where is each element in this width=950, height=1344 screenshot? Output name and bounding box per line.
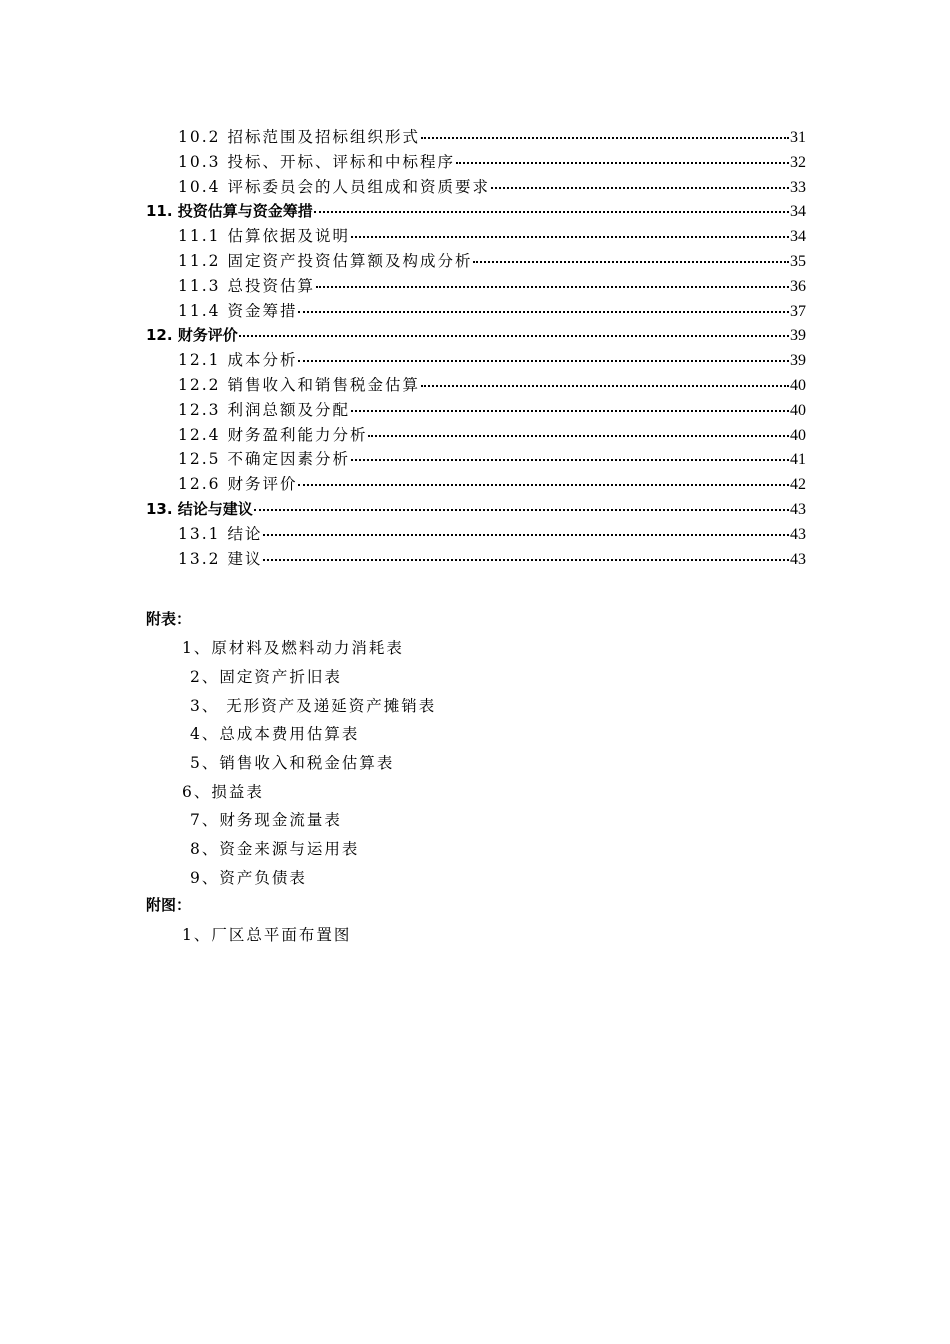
toc-leader-dots [316, 286, 789, 288]
toc-entry[interactable] [146, 472, 806, 497]
toc-entry[interactable] [146, 274, 806, 299]
toc-entry-title: 11.3 总投资估算 [178, 276, 315, 295]
toc-entry-page: 39 [790, 352, 806, 370]
toc-entry[interactable] [146, 522, 806, 547]
toc-leader-dots [456, 162, 789, 164]
toc-chapter-page: 34 [790, 203, 806, 221]
appendix-table-item: 3、 无形资产及递延资产摊销表 [190, 697, 437, 715]
toc-entry-title: 11.1 估算依据及说明 [178, 227, 350, 246]
toc-entry-page: 32 [790, 153, 806, 171]
appendix-figure-item: 1、厂区总平面布置图 [182, 926, 352, 944]
toc-entry-title: 12.5 不确定因素分析 [178, 450, 350, 469]
toc-entry[interactable] [146, 249, 806, 274]
toc-entry-title: 12.4 财务盈利能力分析 [178, 425, 368, 444]
toc-leader-dots [351, 459, 789, 461]
appendix-table-item: 5、销售收入和税金估算表 [190, 754, 395, 772]
toc-entry-page: 41 [790, 451, 806, 469]
toc-entry[interactable] [146, 150, 806, 175]
toc-leader-dots [368, 435, 789, 437]
toc-chapter-page: 43 [790, 500, 806, 518]
toc-entry[interactable] [146, 175, 806, 200]
appendix-table-item: 7、财务现金流量表 [190, 811, 342, 829]
toc-leader-dots [421, 385, 789, 387]
toc-chapter-page: 39 [790, 327, 806, 345]
toc-entry[interactable] [146, 373, 806, 398]
toc-leader-dots [314, 211, 789, 213]
toc-entry-page: 42 [790, 476, 806, 494]
toc-entry-title: 12.3 利润总额及分配 [178, 400, 350, 419]
toc-leader-dots [298, 484, 789, 486]
toc-leader-dots [298, 360, 789, 362]
toc-entry-title: 11.2 固定资产投资估算额及构成分析 [178, 251, 473, 270]
appendix-tables-heading: 附表： [146, 610, 192, 628]
toc-entry-title: 12.6 财务评价 [178, 475, 298, 494]
toc-entry-title: 10.4 评标委员会的人员组成和资质要求 [178, 177, 490, 196]
toc-entry-page: 40 [790, 426, 806, 444]
appendix-table-item: 1、原材料及燃料动力消耗表 [182, 639, 404, 657]
appendix-table-item: 8、资金来源与运用表 [190, 840, 360, 858]
toc-chapter[interactable] [146, 199, 806, 224]
appendix-table-item: 9、资产负债表 [190, 869, 307, 887]
toc-entry-title: 12.2 销售收入和销售税金估算 [178, 375, 420, 394]
toc-entry[interactable] [146, 423, 806, 448]
toc-leader-dots [351, 410, 789, 412]
toc-entry-page: 40 [790, 376, 806, 394]
toc-entry-page: 33 [790, 178, 806, 196]
toc-entry[interactable] [146, 348, 806, 373]
toc-leader-dots [491, 187, 789, 189]
toc-leader-dots [263, 559, 789, 561]
toc-leader-dots [351, 236, 789, 238]
toc-leader-dots [473, 261, 789, 263]
appendix-table-item: 4、总成本费用估算表 [190, 725, 360, 743]
toc-entry[interactable] [146, 224, 806, 249]
toc-entry[interactable] [146, 447, 806, 472]
toc-chapter-title: 11. 投资估算与资金筹措 [146, 202, 313, 221]
appendix-table-item: 2、固定资产折旧表 [190, 668, 342, 686]
toc-entry-title: 13.2 建议 [178, 549, 263, 568]
toc-entry-page: 43 [790, 550, 806, 568]
toc-entry[interactable] [146, 398, 806, 423]
toc-leader-dots [298, 311, 789, 313]
toc-leader-dots [263, 534, 789, 536]
toc-entry-title: 10.3 投标、开标、评标和中标程序 [178, 152, 455, 171]
toc-entry[interactable] [146, 125, 806, 150]
toc-entry-title: 12.1 成本分析 [178, 351, 298, 370]
toc-entry[interactable] [146, 547, 806, 572]
toc-entry-page: 35 [790, 252, 806, 270]
toc-chapter-title: 12. 财务评价 [146, 326, 238, 345]
toc-leader-dots [239, 335, 789, 337]
toc-entry-page: 34 [790, 228, 806, 246]
toc-entry-title: 11.4 资金筹措 [178, 301, 298, 320]
toc-chapter-title: 13. 结论与建议 [146, 499, 253, 518]
toc-entry-title: 13.1 结论 [178, 524, 263, 543]
toc-leader-dots [421, 137, 789, 139]
toc-entry-page: 40 [790, 401, 806, 419]
toc-entry-page: 36 [790, 277, 806, 295]
table-of-contents [146, 125, 806, 571]
toc-entry[interactable] [146, 299, 806, 324]
toc-entry-title: 10.2 招标范围及招标组织形式 [178, 128, 420, 146]
toc-entry-page: 31 [790, 129, 806, 146]
appendix-figures-heading: 附图： [146, 896, 192, 914]
toc-entry-page: 43 [790, 525, 806, 543]
toc-chapter[interactable] [146, 497, 806, 522]
appendix-table-item: 6、损益表 [182, 783, 264, 801]
toc-entry-page: 37 [790, 302, 806, 320]
toc-chapter[interactable] [146, 323, 806, 348]
toc-leader-dots [254, 509, 789, 511]
